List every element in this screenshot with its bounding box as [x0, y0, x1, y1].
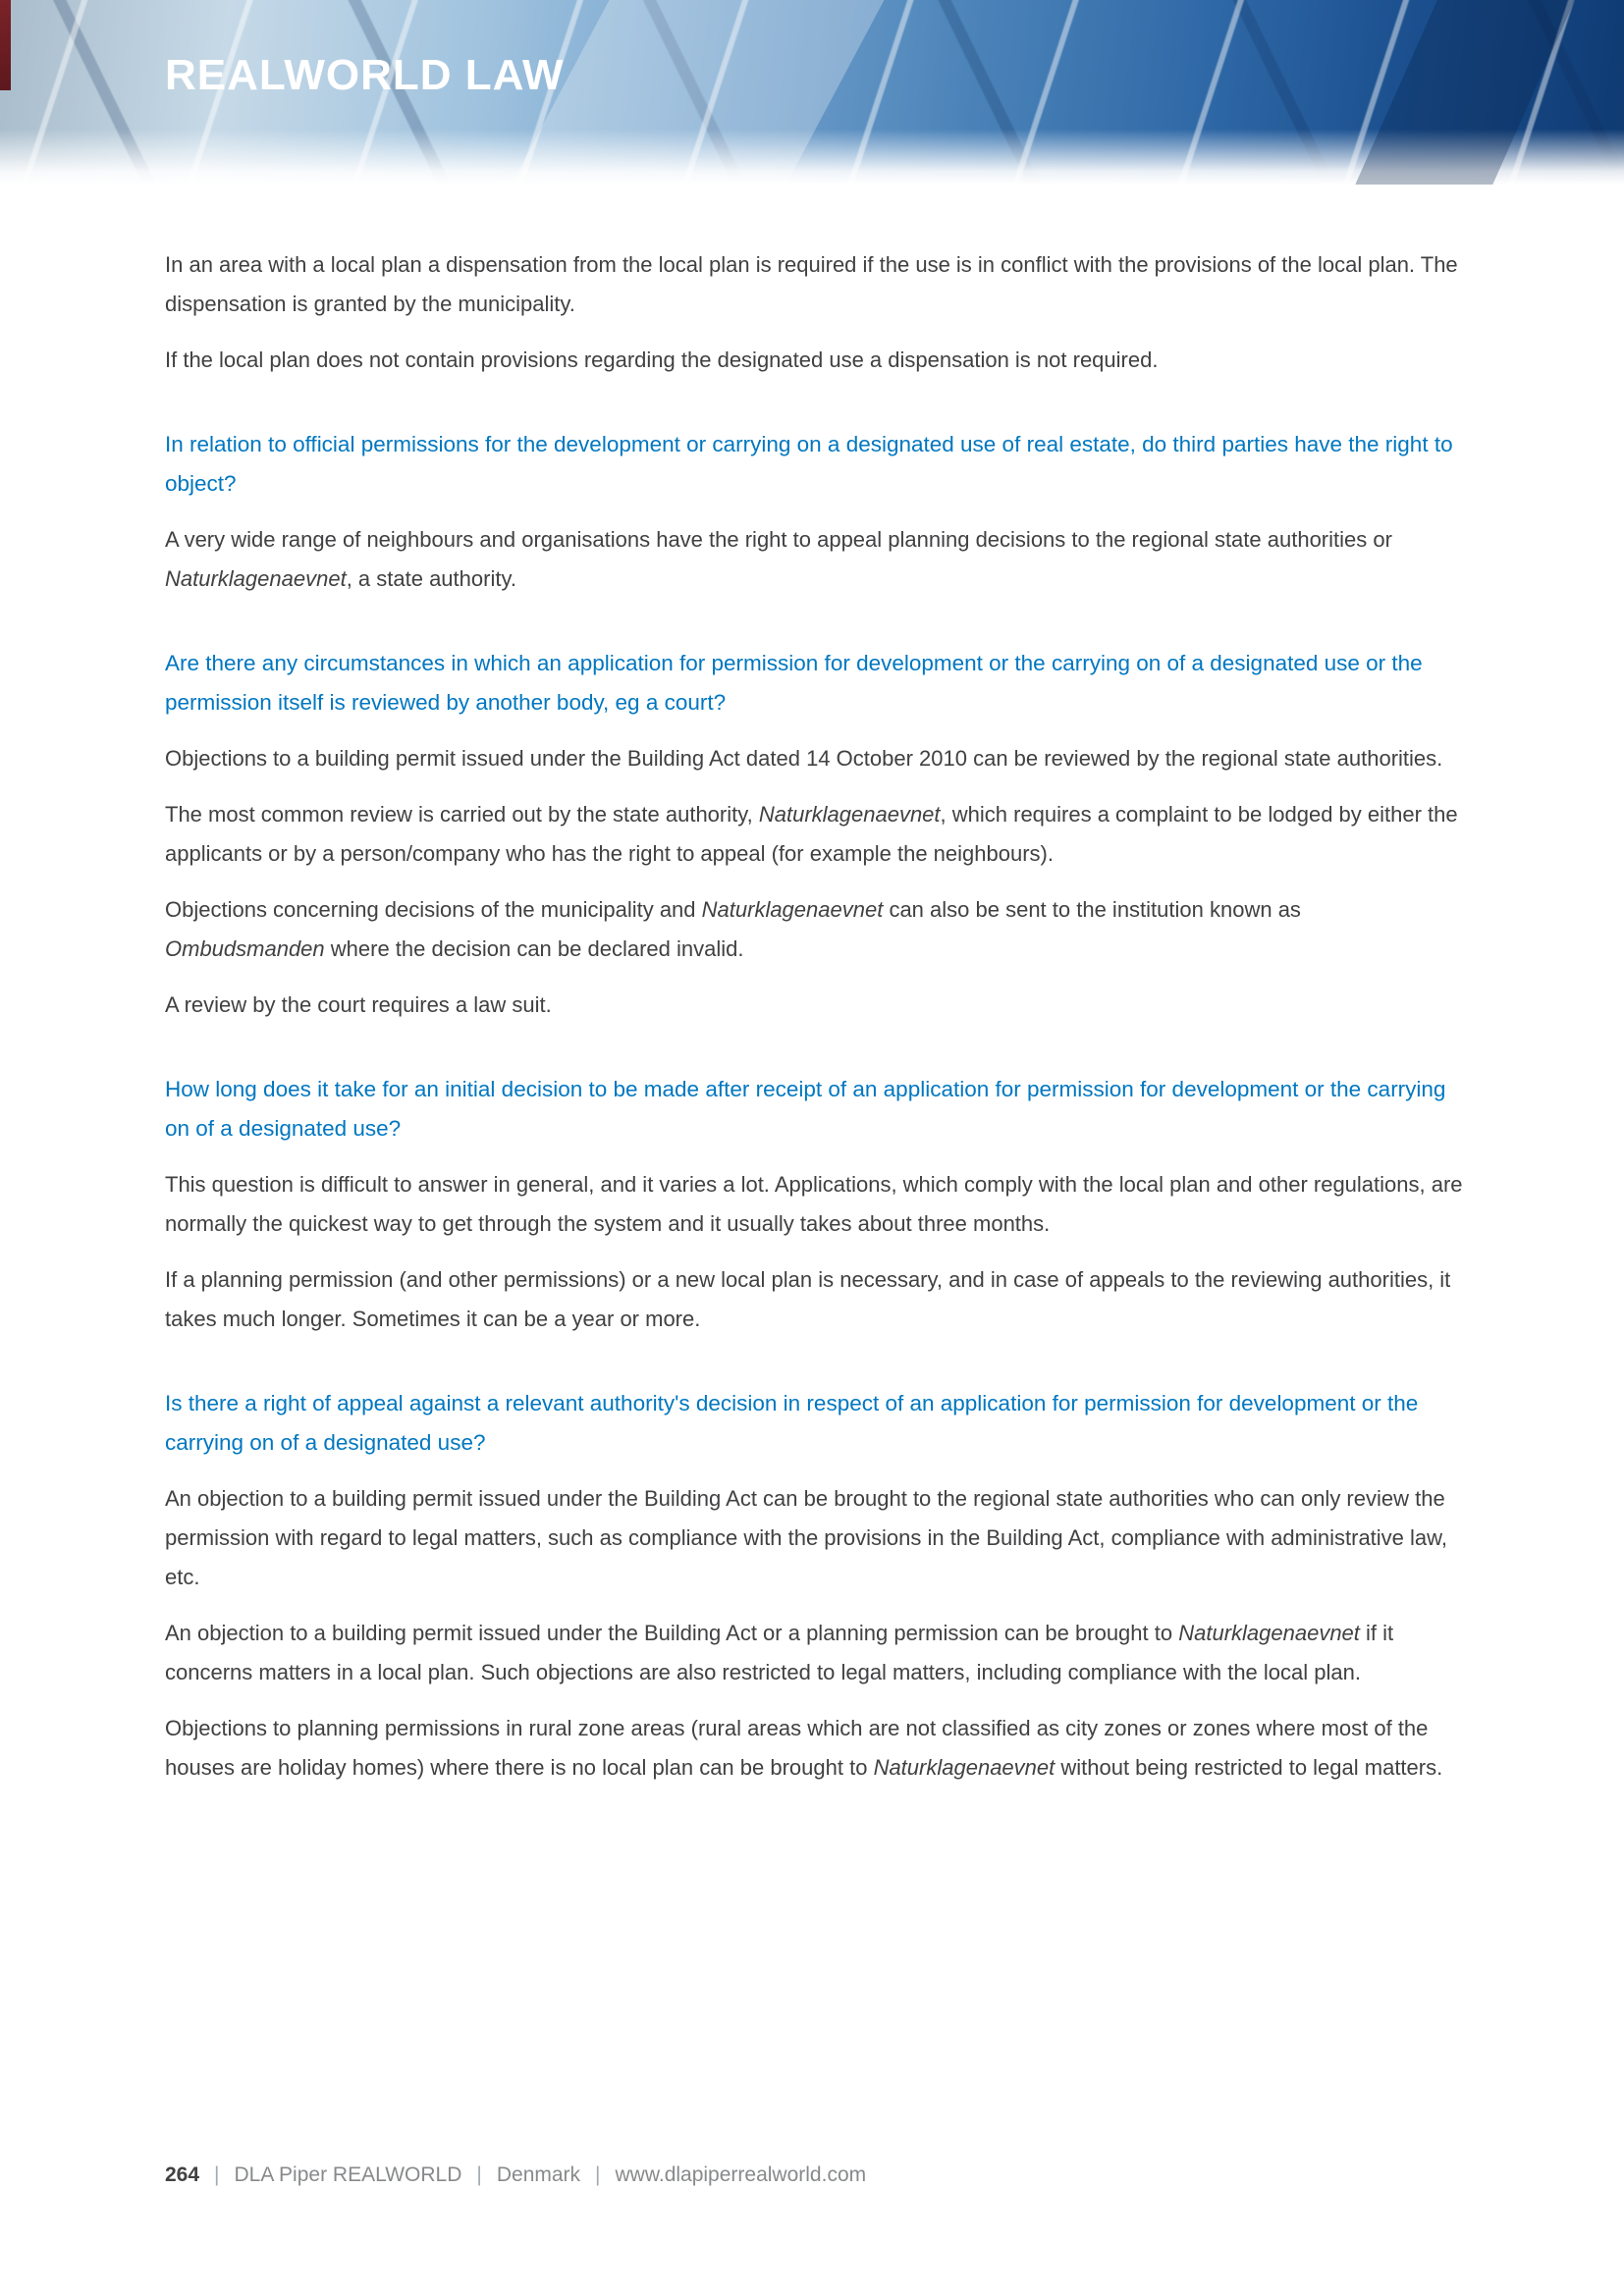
page-title: REALWORLD LAW — [165, 51, 565, 99]
italic-term: Naturklagenaevnet — [701, 897, 884, 922]
text-segment: can also be sent to the institution known as — [883, 897, 1301, 922]
question-heading: Is there a right of appeal against a relevant authority's decision in respect of an application for permission for development or the carrying on of a designated use? — [165, 1391, 1419, 1455]
page-number: 264 — [165, 2163, 200, 2186]
paragraph — [165, 1709, 1463, 1788]
paragraph — [165, 890, 1463, 969]
question-heading: How long does it take for an initial decision to be made after receipt of an application for permission for development or the carrying on of a designated use? — [165, 1077, 1446, 1141]
footer-separator: | — [476, 2163, 482, 2186]
text-segment: , which requires a complaint to be lodged by either the applicants or by a person/company who has the right to appeal (for example the neighbours). — [165, 802, 1458, 866]
red-accent-bar — [0, 0, 11, 90]
italic-term: Naturklagenaevnet — [165, 566, 347, 591]
paragraph: If the local plan does not contain provisions regarding the designated use a dispensation is not required. — [165, 347, 1159, 372]
text-segment: An objection to a building permit issued under the Building Act or a planning permission can be brought to — [165, 1621, 1179, 1645]
text-segment: Objections concerning decisions of the municipality and — [165, 897, 702, 922]
italic-term: Naturklagenaevnet — [758, 802, 941, 827]
italic-term: Naturklagenaevnet — [1178, 1621, 1360, 1645]
paragraph: If a planning permission (and other permissions) or a new local plan is necessary, and in case of appeals to the reviewing authorities, it takes much longer. Sometimes it can be a year or more. — [165, 1267, 1451, 1331]
text-segment: where the decision can be declared invalid. — [324, 936, 744, 961]
paragraph: An objection to a building permit issued under the Building Act can be brought to the regional state authorities who can only review the permission with regard to legal matters, such as compliance with the provisions in the Building Act, compliance with administrative law, etc. — [165, 1486, 1447, 1589]
text-segment: The most common review is carried out by the state authority, — [165, 802, 759, 827]
document-body — [0, 185, 1624, 1788]
paragraph: A review by the court requires a law suit. — [165, 992, 552, 1017]
question-heading: Are there any circumstances in which an application for permission for development or the carrying on of a designated use or the permission itself is reviewed by another body, eg a court? — [165, 651, 1423, 715]
paragraph: In an area with a local plan a dispensation from the local plan is required if the use is in conflict with the provisions of the local plan. The dispensation is granted by the municipality. — [165, 252, 1458, 316]
paragraph — [165, 1614, 1463, 1692]
paragraph: Objections to a building permit issued under the Building Act dated 14 October 2010 can be reviewed by the regional state authorities. — [165, 746, 1443, 771]
footer-website-link[interactable]: www.dlapiperrealworld.com — [615, 2163, 867, 2186]
footer-separator: | — [214, 2163, 220, 2186]
text-segment: Objections to planning permissions in rural zone areas (rural areas which are not classified as city zones or zones where most of the houses are holiday homes) where there is no local plan can be brought to — [165, 1716, 1429, 1780]
text-segment: without being restricted to legal matters. — [1055, 1755, 1443, 1780]
page-footer — [165, 2163, 866, 2187]
text-segment: , a state authority. — [346, 566, 516, 591]
paragraph: This question is difficult to answer in general, and it varies a lot. Applications, which comply with the local plan and other regulations, are normally the quickest way to get through the system and it usually takes about three months. — [165, 1172, 1463, 1236]
text-segment: if it concerns matters in a local plan. Such objections are also restricted to legal matters, including compliance with the local plan. — [165, 1621, 1394, 1684]
paragraph — [165, 520, 1463, 599]
footer-country: Denmark — [496, 2163, 581, 2186]
footer-publication: DLA Piper REALWORLD — [234, 2163, 462, 2186]
footer-separator: | — [595, 2163, 601, 2186]
question-heading: In relation to official permissions for the development or carrying on a designated use of real estate, do third parties have the right to object? — [165, 432, 1453, 496]
paragraph — [165, 795, 1463, 874]
header-banner — [0, 0, 1624, 185]
italic-term: Ombudsmanden — [165, 936, 325, 961]
text-segment: A very wide range of neighbours and organisations have the right to appeal planning decisions to the regional state authorities or — [165, 527, 1392, 552]
italic-term: Naturklagenaevnet — [873, 1755, 1056, 1780]
